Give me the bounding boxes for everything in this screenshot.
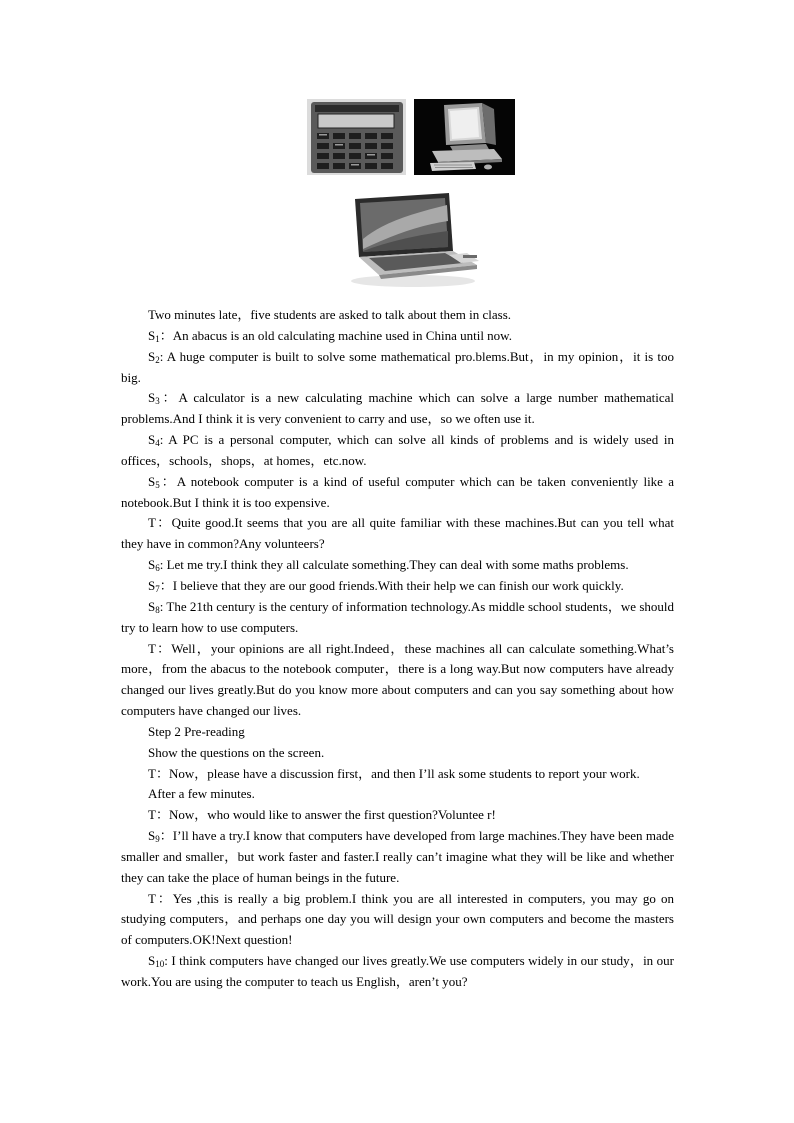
paragraph-13: Show the questions on the screen. [148, 744, 325, 760]
dialogue-text [121, 305, 674, 993]
calculator-image [307, 99, 406, 175]
paragraph-19: $S_{10}$: I think computers have changed our lives greatly.We use computers widely in our study，in our work.You are using the computer to teach us English，aren’t you? [121, 953, 674, 989]
paragraph-1: Two minutes late，five students are asked to talk about them in class. [148, 307, 512, 322]
paragraph-5: $S_4$: A PC is a personal computer, which can solve all kinds of problems and is widely used in offices，schools，shops，at homes，etc.now. [121, 432, 674, 468]
paragraph-16: T：Now，who would like to answer the first question?Voluntee r! [148, 807, 496, 823]
paragraph-18: T：Yes ,this is really a big problem.I think you are all interested in computers, you may go on studying computers，and perhaps one day you will design your own computers and become the masters of computers.OK!Next question! [121, 890, 674, 948]
paragraph-7: T：Quite good.It seems that you are all quite familiar with these machines.But can you tell what they have in common?Any volunteers? [121, 515, 674, 552]
paragraph-12: Step 2 Pre-reading [148, 723, 245, 739]
paragraph-6: $S_5$：A notebook computer is a kind of useful computer which can be taken conveniently like a notebook.But I think it is too expensive. [121, 473, 674, 510]
paragraph-8: $S_6$: Let me try.I think they all calculate something.They can deal with some maths problems. [148, 557, 629, 574]
paragraph-9: $S_7$：I believe that they are our good friends.With their help we can finish our work quickly. [148, 577, 624, 594]
paragraph-10: $S_8$: The 21th century is the century of information technology.As middle school students，we should try to learn how to use computers. [121, 598, 674, 635]
paragraph-2: $S_1$：An abacus is an old calculating machine used in China until now. [148, 327, 512, 344]
paragraph-15: After a few minutes. [148, 786, 255, 802]
paragraph-14: T：Now，please have a discussion first，and then I’ll ask some students to report your work. [148, 765, 640, 781]
paragraph-4: $S_3$：A calculator is a new calculating machine which can solve a large number mathematical problems.And I think it is very convenient to carry and use，so we often use it. [121, 390, 674, 427]
laptop-image [345, 191, 482, 289]
paragraph-3: $S_2$: A huge computer is built to solve some mathematical pro.blems.But，in my opinion，it is too big. [121, 348, 674, 385]
paragraph-11: T：Well，your opinions are all right.Indeed，these machines all can calculate something.What’s more，from the abacus to the notebook computer，there is a long way.But now computers have already changed our lives greatly.But do you know more about computers and can you say something about how computers have changed our lives. [121, 640, 674, 719]
desktop-computer-image [414, 99, 515, 175]
paragraph-17: $S_9$：I’ll have a try.I know that computers have developed from large machines.They have been made smaller and smaller，but work faster and faster.I really can’t imagine what they will be like and whether they can take the place of human beings in the future. [121, 828, 674, 885]
